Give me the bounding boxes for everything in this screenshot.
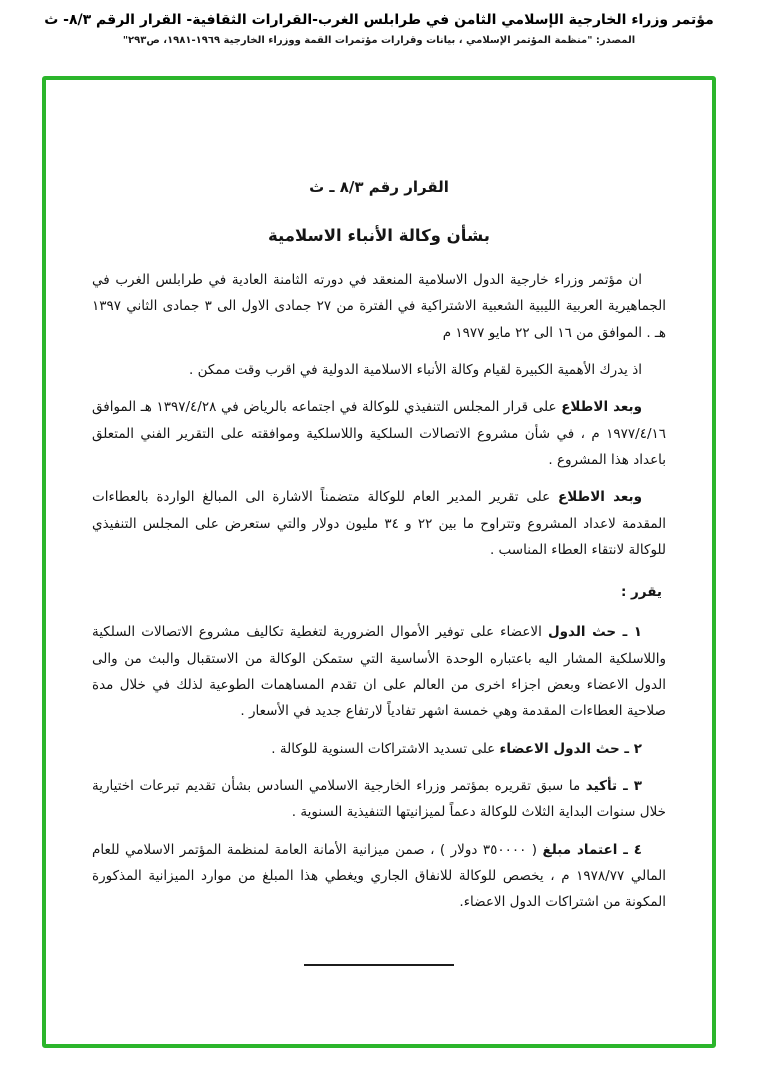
document-content — [46, 80, 712, 966]
paragraph-text: ان مؤتمر وزراء خارجية الدول الاسلامية المنعقد في دورته الثامنة العادية في طرابلس الغرب في الجماهيرية العربية الليبية الشعبية الاشتراكية في الفترة من ٢٧ جمادى الاول الى ٣ جمادى الثاني ١٣٩٧ هـ . الموافق من ١٦ الى ٢٢ مايو ١٩٧٧ م — [92, 272, 667, 341]
decision-item-3 — [92, 773, 666, 826]
paragraph-lead: ٤ ـ اعتماد مبلغ — [542, 841, 642, 858]
paragraph-lead: وبعد الاطلاع — [558, 489, 642, 506]
header-title: مؤتمر وزراء الخارجية الإسلامي الثامن في طرابلس الغرب-القرارات الثقافية- القرار الرقم ٨/٣- ث — [44, 12, 714, 28]
preamble-paragraph-4 — [92, 484, 666, 563]
page-header — [0, 0, 758, 46]
paragraph-lead: وبعد الاطلاع — [561, 399, 643, 416]
paragraph-text: اذ يدرك الأهمية الكبيرة لقيام وكالة الأنباء الاسلامية الدولية في اقرب وقت ممكن . — [189, 361, 642, 378]
preamble-paragraph-2 — [92, 357, 666, 383]
paragraph-text: ما سبق تقريره بمؤتمر وزراء الخارجية الاسلامي السادس بشأن تقديم تبرعات اختيارية خلال سنوات البداية الثلاث للوكالة دعماً لميزانيتها التنفيذية السنوية . — [92, 778, 666, 821]
paragraph-lead: يقرر : — [620, 584, 662, 601]
paragraph-lead: ١ ـ حث الدول — [547, 624, 642, 641]
preamble-paragraph-3 — [92, 394, 666, 473]
paragraph-text: الاعضاء على توفير الأموال الضرورية لتغطية تكاليف مشروع الاتصالات السلكية واللاسلكية المشار اليه باعتباره الوحدة الأساسية التي ستمكن الوكالة من الاستقبال والبث من والى الدول الاعضاء وبعض اجزاء اخرى من العالم على ان تقدم المساهمات الطوعية لذلك في خلال مدة صلاحية العطاءات المقدمة وهي خمسة اشهر تفادياً لارتفاع جديد في الأسعار . — [92, 624, 666, 720]
decision-item-1 — [92, 619, 666, 724]
end-divider — [304, 964, 454, 966]
paragraph-text: على قرار المجلس التنفيذي للوكالة في اجتماعه بالرياض في ١٣٩٧/٤/٢٨ هـ الموافق ١٩٧٧/٤/١٦ م ، في شأن مشروع الاتصالات السلكية واللاسلكية وموافقته على التقرير الفني المتعلق باعداد هذا المشروع . — [92, 399, 666, 468]
paragraph-lead: ٣ ـ تأكيد — [585, 778, 642, 794]
header-source: المصدر: "منظمة المؤتمر الإسلامي ، بيانات وقرارات مؤتمرات القمة ووزراء الخارجية ١٩٦٩-١٩٨١، ص٢٩٣" — [122, 35, 636, 46]
decision-item-2 — [92, 736, 666, 762]
decision-item-4 — [92, 837, 666, 916]
paragraph-text: ( ٣٥٠٠٠٠ دولار ) ، صمن ميزانية الأمانة العامة لمنظمة المؤتمر الاسلامي للعام المالي ١٩٧٨/٧٧ م ، يخصص للوكالة للانفاق الجاري ويغطي هذا المبلغ من موارد الميزانية المذكورة المكونة من اشتراكات الدول الاعضاء. — [92, 841, 666, 911]
document-frame — [42, 76, 716, 1048]
paragraph-lead: ٢ ـ حث الدول الاعضاء — [499, 740, 642, 757]
resolution-number-title: القرار رقم ٨/٣ ـ ث — [309, 178, 449, 196]
resolution-subject-title: بشأن وكالة الأنباء الاسلامية — [268, 226, 490, 245]
decree-heading — [92, 579, 666, 605]
paragraph-text: على تقرير المدير العام للوكالة متضمناً الاشارة الى المبالغ الواردة بالعطاءات المقدمة لاعداد المشروع وتتراوح ما بين ٢٢ و ٣٤ مليون دولار والتي ستعرض على المجلس التنفيذي للوكالة لانتقاء العطاء المناسب . — [92, 489, 666, 558]
preamble-paragraph-1 — [92, 267, 666, 346]
paragraph-text: على تسديد الاشتراكات السنوية للوكالة . — [271, 740, 500, 757]
